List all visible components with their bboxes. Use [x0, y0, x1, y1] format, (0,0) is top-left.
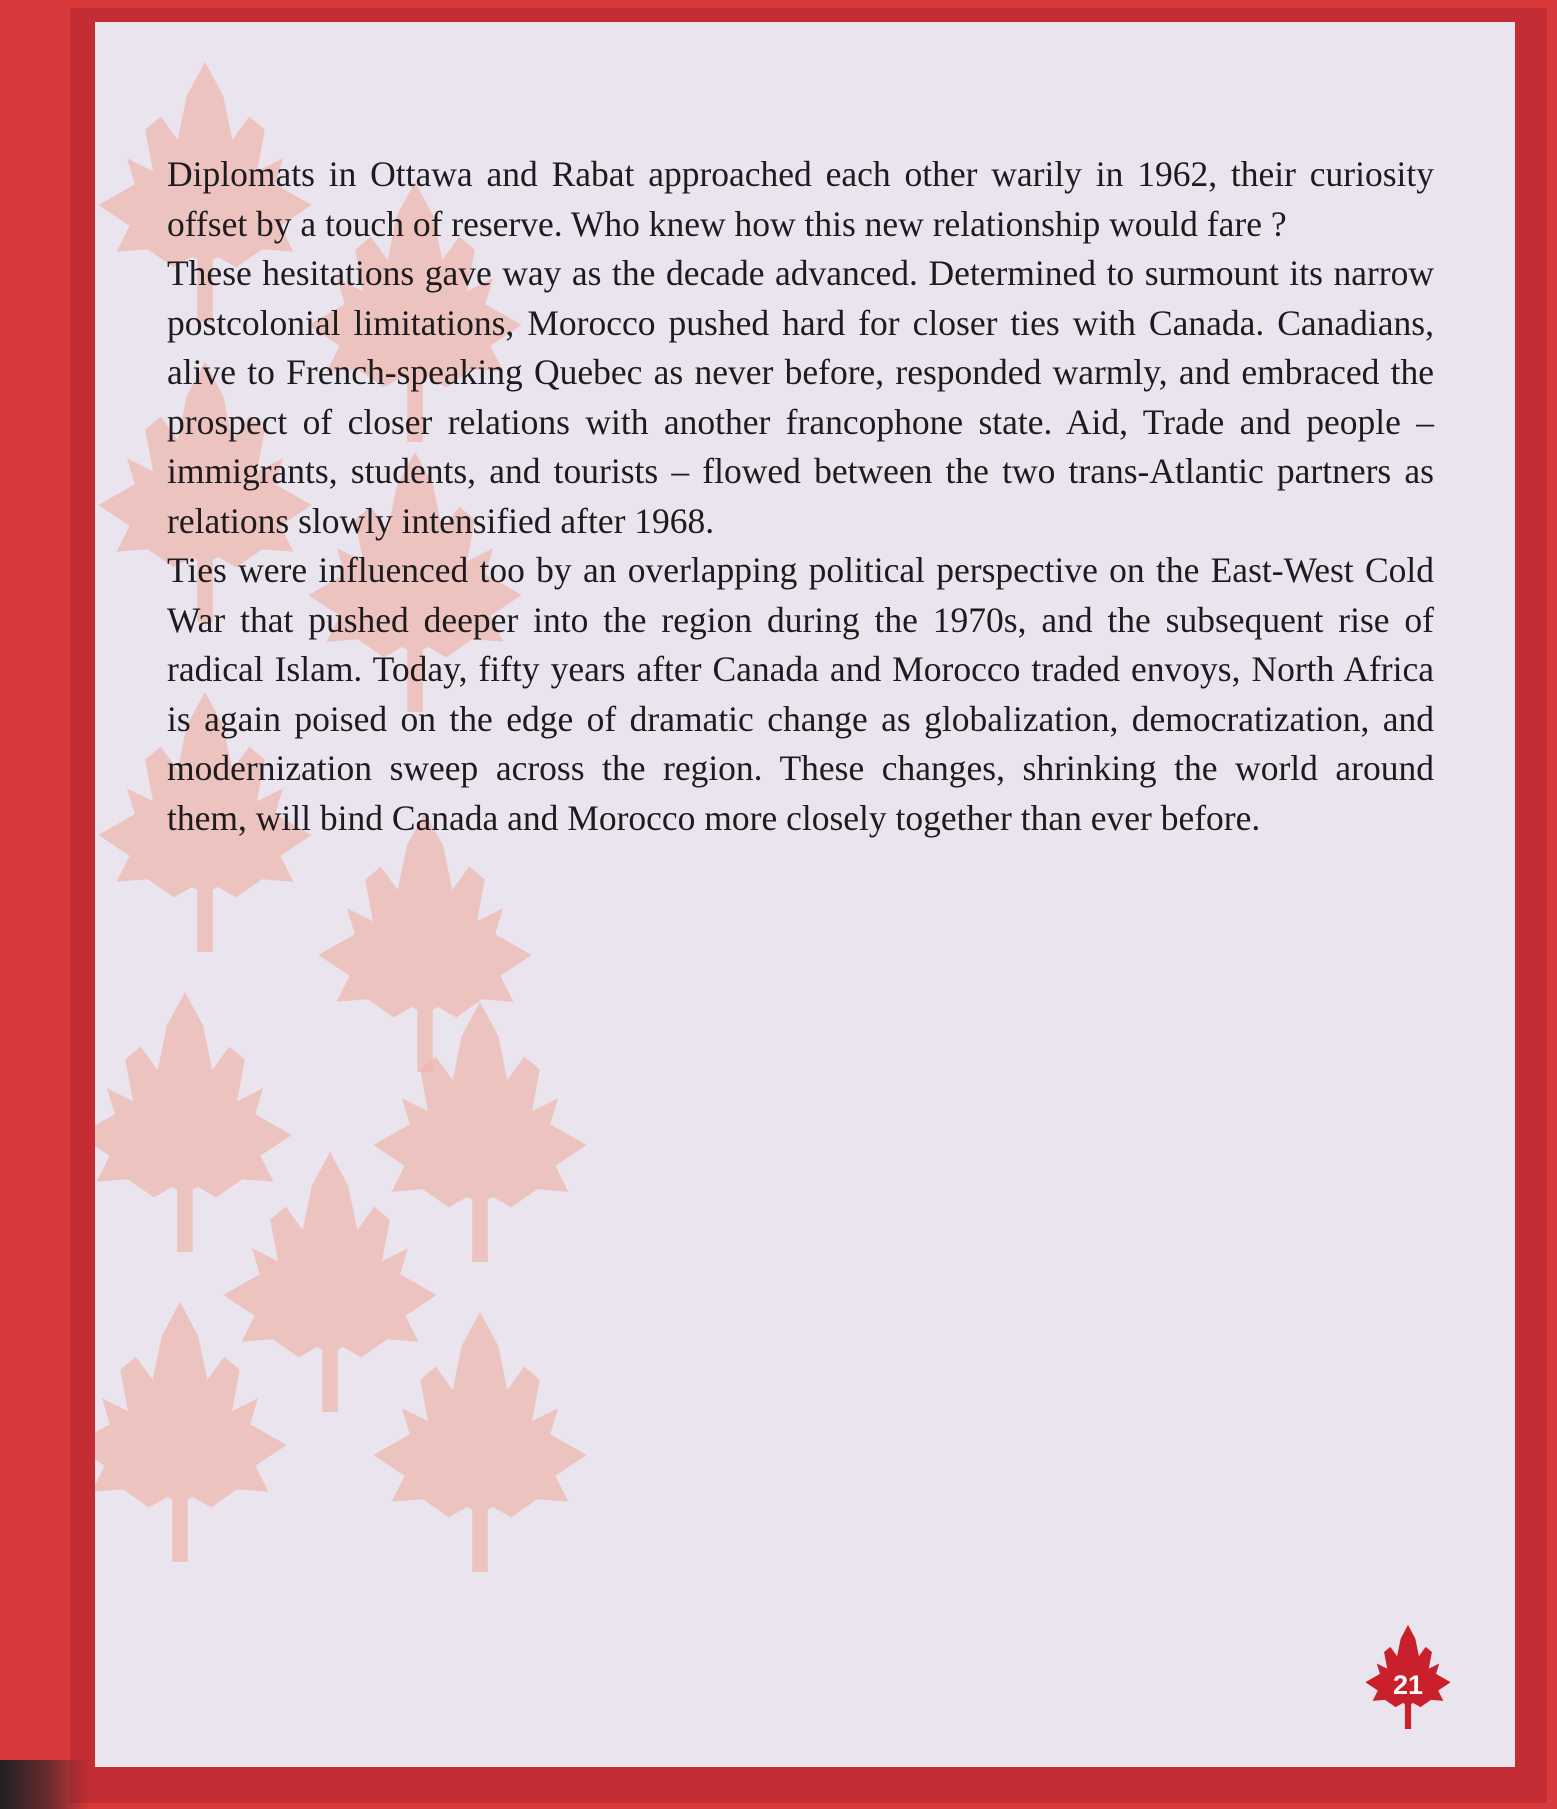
- page-number-badge: [1353, 1625, 1463, 1729]
- paragraph: Ties were influenced too by an overlapping political perspective on the East-West Cold War that pushed deeper into the region during the 1970s, and the subsequent rise of radical Islam. Today, fifty years after Canada and Morocco traded envoys, North Africa is again poised on the edge of dramatic change as globalization, democratization, and modernization sweep across the region. These changes, shrinking the world around them, will bind Canada and Morocco more closely together than ever before.: [167, 550, 1434, 838]
- paragraph: Diplomats in Ottawa and Rabat approached each other warily in 1962, their curiosity offset by a touch of reserve. Who knew how this new relationship would fare ?: [167, 154, 1434, 244]
- maple-leaf-icon: [95, 992, 292, 1252]
- binding-shadow: [0, 1760, 90, 1809]
- body-text: [167, 150, 1434, 843]
- maple-leaf-icon: [95, 1302, 287, 1562]
- document-page: [95, 22, 1515, 1767]
- maple-leaf-icon: [373, 1002, 586, 1262]
- page-number: 21: [1392, 1670, 1424, 1700]
- maple-leaf-icon: [223, 1152, 436, 1412]
- maple-leaf-icon: [373, 1312, 586, 1572]
- paragraph: These hesitations gave way as the decade advanced. Determined to surmount its narrow postcolonial limitations, Morocco pushed hard for closer ties with Canada. Canadians, alive to French-speaking Quebec as never before, responded warmly, and embraced the prospect of closer relations with another francophone state. Aid, Trade and people – immigrants, students, and tourists – flowed between the two trans-Atlantic partners as relations slowly intensified after 1968.: [167, 253, 1434, 541]
- maple-leaf-icon: [318, 812, 531, 1072]
